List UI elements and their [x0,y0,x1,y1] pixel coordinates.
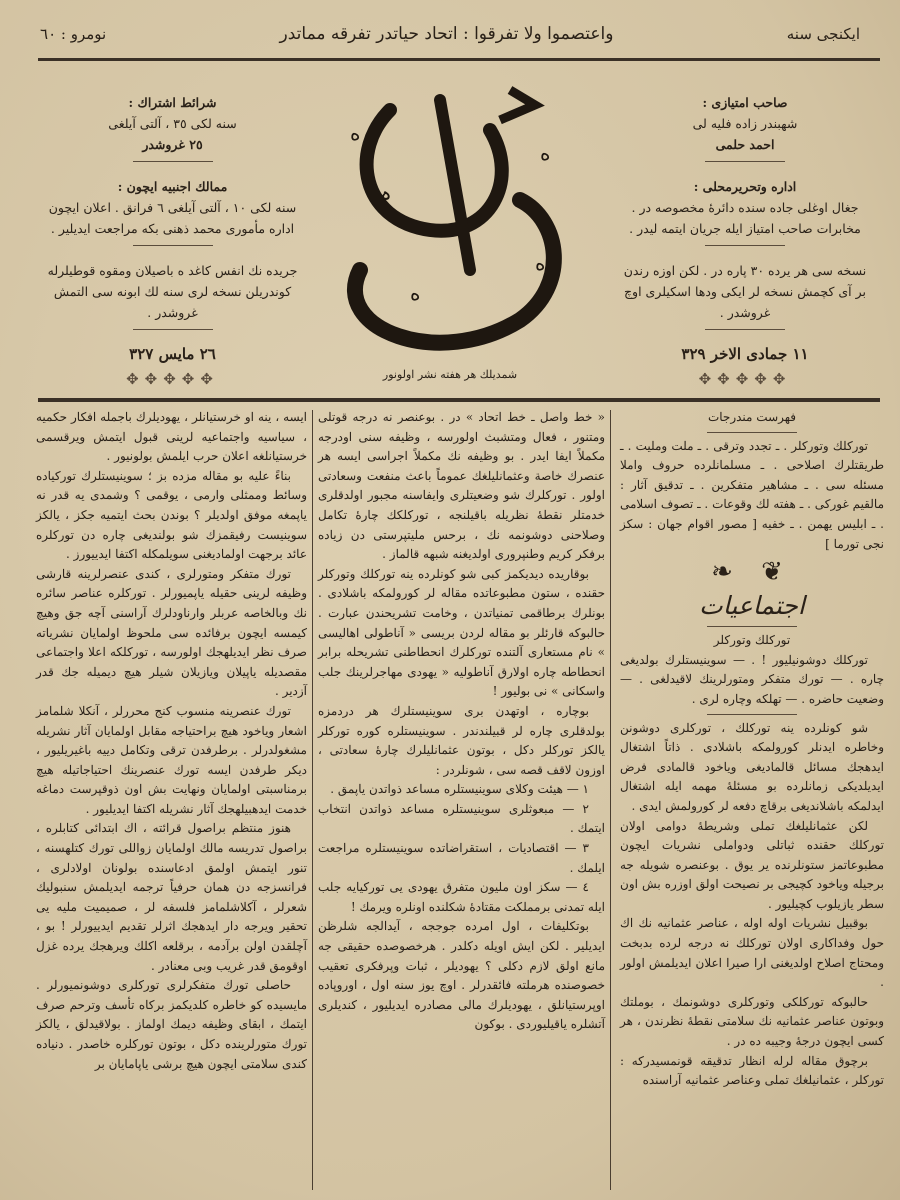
ornament-row: ✥✥✥✥✥ [126,370,219,388]
divider [705,329,785,330]
column-middle [318,408,605,1035]
hijri-date: ١١ جمادی الاخر ٣٢٩ [681,345,809,363]
ornament-row: ✥✥✥✥✥ [698,370,792,388]
divider [707,626,797,627]
paragraph: لکن عثمانلیلغك تملی وشریطهٔ دوامی اولان تورکلك حقنده ثباتلی ودواملی نشریات ایچون مطبوعاتمز ستونلرنده یر یوق . بوعنصره شویله جه برجیله ویاخود کچیجی بر نصیحت اولق اوزره بش اون سطر یازیلوب کچیلیور . [620,818,884,911]
office-line: مخابرات صاحب امتیاز ایله جریان ایتمه لیدر . [629,221,861,236]
paragraph: ایسه ، ینه او خرستیانلر ، یهودیلرك باجمله افکار حکمیه ، سیاسیه واجتماعیه لرینی قبول ایتمش ویرقسمی خرستیانلغه اعلان حرب ایلمش بولونیور . [36,410,307,464]
svg-text:ہ: ہ [380,181,392,205]
owner-line: شهبندر زاده فلیه لی [692,116,798,131]
list-item: ١ — هیئت وکلای سوینیستلره مساعد ذواتدن یاپمق . [330,782,589,797]
divider [133,245,213,246]
motto: واعتصموا ولا تفرقوا : اتحاد حیاتدر تفرقه مماتدر [279,24,614,44]
header-strip [40,14,860,54]
paragraph: بوتکلیفات ، اول امرده جوججه ، آیدالجه شلرظن ایدیلیر . لکن ایش اویله دکلدر . هرخصوصده حقیقی جه مانع اولق لازم دکلی ؟ یهودیلر ، ثبات وپرفکری تعقیب خصوصنده هرملته فائقدرلر . اوچ یوز سنه اول ، اوروپاده اوپرستیانلق ، یهودیلرك مالی مصادره ایدیلیور ، کندیلری آتشلره یاقیلیوردی . بوکون [318,919,605,1032]
paragraph: هنوز منتظم براصول قرائته ، اك ابتدائی کتابلره ، براصول تدریسه مالك اولمایان زواللی تورك کتلهسنه ، تنور ایتمش اولمق ادعاسنده بولونان اولادلری ، فرانسزجه دن همان حرفیاً ترجمه ایدیلمش سنبولیك شعرلر ، آکلاشلمامز فلسفه لر ، صمیمیت ملیه یی تحقیر ویرجه دار ایدهجك اثرلر تقدیم ایدییورلر ! بو ، آچلقدن اولن برآدمه ، برقلعه اکلك ویرهجك یرده غزل اوقومق قدر غریب وبی معنادر . [36,821,307,973]
column-divider [610,410,611,1190]
masthead-divider [38,398,880,402]
column-right [620,408,884,1091]
masthead-right-info [620,92,870,390]
divider [705,245,785,246]
toc-items: تورکلك وتورکلر . ـ تجدد وترقی . ـ ملت وملیت . ـ طریقتلرك اصلاحی . ـ مسلمانلرده حروف واملا مسئله سی . ـ مشاهیر متفکرین . ـ تدقیق آثار : مالقیم غورکی . ـ هفته لك وقوعات . ـ تصوف اسلامی . ـ ابلیس یهمن . ـ خفیه [ مصور اقوام جهان : سکز نجی تورما ] [620,438,884,551]
price-line: نسخه سی هر یرده ٣٠ پاره در . لکن اوزه رندن [623,263,867,278]
article-title: تورکلك وتورکلر [713,633,791,648]
toc-title: فهرست مندرجات [707,410,797,424]
office-line: جغال اوغلی جاده سنده دائرهٔ مخصوصه در . [631,200,859,215]
divider [705,161,785,162]
masthead-left-info [40,92,305,390]
section-title: اجتماعیات [699,591,805,621]
paragraph: برچوق مقاله لرله انظار تدقیقه قونمسیدرکه : تورکلر ، عثمانیلغك تملی وعناصر عثمانیه آراسنده [620,1053,884,1088]
article-summary: تورکلك دوشونیلیور ! . — سوینیستلرك بولدیغی چاره . — تورك متفکر ومتورلرینك لاقیدلغی . — وضعیت حاضره . — تهلکه وچاره لری . [620,652,884,706]
svg-text:ه: ه [350,121,361,145]
column-divider [312,410,313,1190]
svg-text:ه: ه [535,251,546,275]
svg-text:ه: ه [410,281,421,305]
divider [707,714,797,715]
tagline: شمدیلك هر هفته نشر اولونور [382,368,518,381]
subscription-label: شرائط اشتراك : [128,95,217,110]
paragraph: بناءً علیه بو مقاله مزده بز ؛ سوینیستلرك تورکیاده وسائط وممثلی وارمی ، یوقمی ؟ وشمدی یه قدر نه یاپمغه موفق اولدیلر ؟ بوندن بحث ایتمیه جکز ، یالکز سوینیست رفیقمزك شو بولندیغی چاره دن تورکلره عائد برجهت اولمادیغنی سویلمکله اکتفا ایدییورز . [36,468,307,562]
divider [133,329,213,330]
foreign-line: سنه لکی ١٠ ، آلتی آیلغی ٦ فرانق . اعلان ایچون [48,200,297,215]
top-divider [38,58,880,61]
subscription-line: سنه لکی ٣٥ ، آلتی آیلغی [108,116,237,131]
price-line: بر آی کچمش نسخه لر ایکی ودها اسکیلری اوچ [623,284,866,299]
paragraph: شو کونلرده ینه تورکلك ، تورکلری دوشونن وخاطره ایدنلر کورولمکه باشلادی . ذاتاً اشتغال ایدهجك مسائل قالمادیغی ویاخود قالمادی فرض ایدیلدیکی زمانلرده بو مسئلهٔ مهمه ایله اشتغال ایدلمکه باشلاندیغی برقاچ دفعه لر کورولمش ایدی . [620,720,884,813]
list-item: ٤ — سکز اون ملیون متفرق یهودی یی تورکیایه جلب ایله تمدنی برمملکت مقتادهٔ شکلنده اونلره ویرمك ! [318,880,605,914]
issue-number: نومرو : ٦٠ [40,25,107,43]
paragraph: حالبوکه تورکلکی وتورکلری دوشونمك ، بوملتك وبوتون عناصر عثمانیه نك سلامتی نقطهٔ نظرندن ، هر کسی ایچون درجهٔ وجیبه ده در . [620,994,884,1049]
paragraph: تورك عنصرینه منسوب کنج محررلر ، آنکلا شلمامز اشعار ویاخود هیچ براحتیاجه مقابل اولمایان آثار نشریله مشغولدرلر . برطرفدن ترقی وتکامل دییه باغیریلیور ، دیکر طرفدن ایسه تورك عنصرینك احتیاجاتیله هیچ برمناسبتی اولمایان ونهایت بش اون ذوقپرست دماغه خدمت ایدهبیلهجك آثار نشریله اکتفا ایدیلیور . [36,703,307,816]
paragraph: بوچاره ، اوتهدن بری سوینیستلرك هر دردمزه بولدقلری چاره لر قبیلندندر . سوینیستلره کوره تورکلر یالکز تورکلر دکل ، بوتون عثمانلیلرك چارهٔ سعادتی ، اوزون لاقف قصه سی ، شونلردر : [318,703,605,777]
owner-name: احمد حلمی [715,137,775,152]
paragraph: « خط واصل ـ خط اتحاد » در . بوعنصر نه درجه قوتلی ومتنور ، فعال ومتشبث اولورسه ، وظیفه سنی اودرجه مکملاً ایفا ایدر . بو وظیفه نك مکملاً اجراسی ایسه هر عنصرك خاصة وعثمانلیلغك عموماً باعث منفعت وسعادتی اولور . تورکلرك شو وضعیتلری وایفاسنه مجبور اولدقلری خدمتلر نقطهٔ نظریله باقیلنجه ، تورکلکك چارهٔ تکامل وصلاحنی دوشونمه نك ، برحس ملیتپرستی دن زیاده برفکر کریم وطنپروری اولدیغنه شبهه قالماز . [318,410,605,562]
rumi-date: ٢٦ مایس ٣٢٧ [129,345,216,363]
paper-line: کوندریلن نسخه لری سنه لك ابونه سی التمش [53,284,292,299]
paper-line: غروشدر . [147,305,198,320]
price-line: غروشدر . [719,305,771,320]
column-left [36,408,307,1074]
calligraphic-logo [320,70,585,360]
paragraph: تورك متفکر ومتورلری ، کندی عنصرلرینه قارشی وظیفه لرینی حقیله یاپمیورلر . تورکلره عناصر سائره نك وبالخاصه عربلر وارناودلرك آراسنی آچه جق وهیچ کیمسه ایچون برفائده سی ملحوظ اولمایان نشریاته صرف نظر ایدیلهجك اولورسه ، تورکلکه اعلا واجتماعی مقصدیله یاپیلان ویازیلان شیلر هیچ دیمیله جك قدر آزدیر . [36,566,307,699]
paragraph: بوقاریده دیدیکمز کبی شو کونلرده ینه تورکلك وتورکلر حقنده ، ستون مطبوعاتده مقاله لر کورولمکه باشلادی . بونلرك برطاقمی تمنیاتدن ، وخامت تشریحندن عبارت . حالبوکه قارئلر بو مقاله لردن بریسی « آناطولی اهالیسی » نام مستعاری آلتنده تورکلرك انحطاطنی تشریحله برابر انحطاطه چاره اولارق آناطولیه « یهودی مهاجرلرینك جلب واسکانی » نی بولیور ! [318,566,605,699]
volume-year: ایکنجی سنه [786,25,860,43]
subscription-line: ٢٥ غروشدر [142,137,203,152]
owner-label: صاحب امتیازی : [702,95,788,110]
divider [707,432,797,433]
paragraph: بوقبیل نشریات اوله اوله ، عناصر عثمانیه نك اك حول وفداکاری اولان تورکلك نه درجه لرده بدبخت ومحتاج اصلاح اولدیغنی ارا صیرا اعلان ایدیلمش اولور . [620,916,884,990]
paragraph: حاصلی تورك متفکرلری تورکلری دوشونمیورلر . مایسیده کو خاطره کلدیکمز برکاه تأسف وترحم صرف ایتمك ، ابقای وظیفه دیمك اولماز . بولاقیدلق ، یالکز تورك متورلرینده دکل ، بوتون تورکلره خاصدر . دنیاده کندی سلامتی ایچون هیچ برشی یاپامایان بر [36,978,307,1071]
office-label: اداره وتحریرمحلی : [693,179,797,194]
paper-line: جریده نك انفس کاغد ه باصیلان ومقوه قوطیلرله [47,263,298,278]
list-item: ٢ — مبعوثلری سوینیستلره مساعد ذواتدن انتخاب ایتمك . [318,801,605,836]
foreign-line: اداره مأموری محمد ذهنی بکه مراجعت ایدیلیر . [50,221,295,236]
divider [133,161,213,162]
foreign-label: ممالك اجنبیه ایچون : [117,179,228,194]
list-item: ٣ — اقتصادیات ، استقراضاتده سوینیستلره مراجعت ایلمك . [318,841,605,875]
svg-text:ه: ه [540,141,551,165]
floral-ornament: ❦ ❧ [711,557,793,588]
